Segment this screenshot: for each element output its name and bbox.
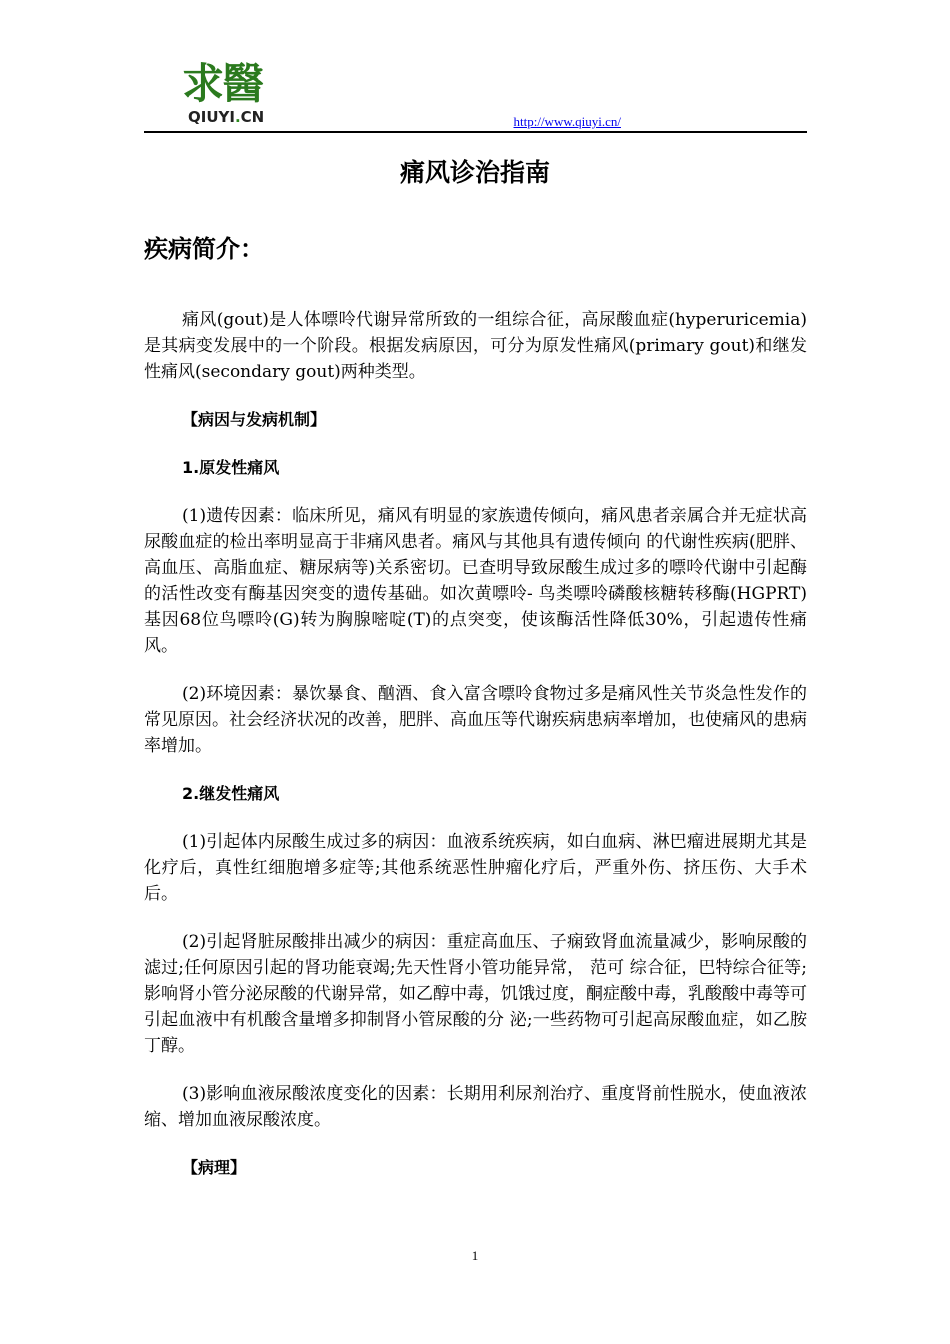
primary-environment-paragraph: (2)环境因素：暴饮暴食、酗酒、食入富含嘌呤食物过多是痛风性关节炎急性发作的常见原因。社会经济状况的改善，肥胖、高血压等代谢疾病患病率增加，也使痛风的患病率增加。 [144, 684, 807, 756]
qiuyi-logo[interactable] [182, 60, 274, 130]
logo-en-left: QIUYI [188, 108, 235, 126]
intro-paragraph: 痛风(gout)是人体嘌呤代谢异常所致的一组综合征，高尿酸血症(hyperuricemia)是其病变发展中的一个阶段。根据发病原因，可分为原发性痛风(primary gout)和继发性痛风(secondary gout)两种类型。 [144, 310, 807, 382]
site-link[interactable]: http://www.qiuyi.cn/ [513, 114, 621, 129]
secondary-concentration-paragraph: (3)影响血液尿酸浓度变化的因素：长期用利尿剂治疗、重度肾前性脱水，使血液浓缩、增加血液尿酸浓度。 [144, 1084, 807, 1130]
document-body [144, 307, 807, 1203]
document-title: 痛风诊治指南 [399, 158, 550, 187]
primary-gout-heading: 1.原发性痛风 [182, 458, 280, 477]
secondary-excretion-paragraph: (2)引起肾脏尿酸排出减少的病因：重症高血压、子痫致肾血流量减少，影响尿酸的滤过;任何原因引起的肾功能衰竭;先天性肾小管功能异常， 范可 综合征，巴特综合征等;影响肾小管分泌尿酸的代谢异常，如乙醇中毒，饥饿过度，酮症酸中毒，乳酸酸中毒等可引起血液中有机酸含量增多抑制肾小管尿酸的分 泌;一些药物可引起高尿酸血症，如乙胺丁醇。 [144, 932, 807, 1056]
page-number: 1 [471, 1248, 479, 1263]
header-divider [144, 131, 807, 133]
section-heading: 疾病简介： [144, 235, 264, 263]
secondary-overproduction-paragraph: (1)引起体内尿酸生成过多的病因：血液系统疾病，如白血病、淋巴瘤进展期尤其是化疗后，真性红细胞增多症等;其他系统恶性肿瘤化疗后，严重外伤、挤压伤、大手术后。 [144, 832, 807, 904]
etiology-heading: 【病因与发病机制】 [182, 410, 327, 429]
logo-en-right: CN [240, 108, 265, 126]
logo-chinese-text: 求醫 [182, 59, 263, 108]
logo-english-text [188, 108, 264, 126]
primary-genetic-paragraph: (1)遗传因素：临床所见，痛风有明显的家族遗传倾向，痛风患者亲属合并无症状高尿酸血症的检出率明显高于非痛风患者。痛风与其他具有遗传倾向 的代谢性疾病(肥胖、高血压、高脂血症、糖尿病等)关系密切。已查明导致尿酸生成过多的嘌呤代谢中引起酶的活性改变有酶基因突变的遗传基础。如次黄嘌呤- 鸟类嘌呤磷酸核糖转移酶(HGPRT)基因68位鸟嘌呤(G)转为胸腺嘧啶(T)的点突变，使该酶活性降低30%，引起遗传性痛风。 [144, 506, 807, 656]
page-header [144, 52, 807, 134]
pathology-heading: 【病理】 [182, 1158, 247, 1177]
secondary-gout-heading: 2.继发性痛风 [182, 784, 280, 803]
logo-en-dot: . [234, 108, 241, 126]
